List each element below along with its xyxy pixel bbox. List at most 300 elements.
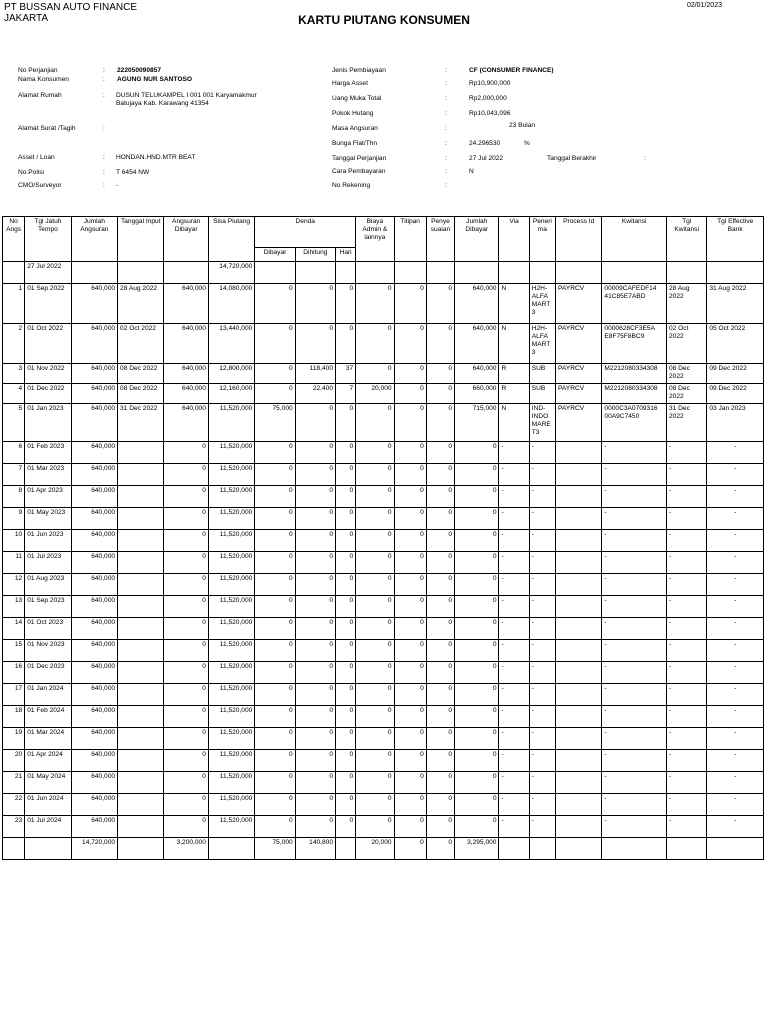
cell-tgl-kwitansi: 02 Oct 2022 xyxy=(666,324,706,364)
cell-jumlah-dibayar: 640,000 xyxy=(455,324,499,364)
info-colon: : xyxy=(103,154,105,161)
cell-sisa-piutang: 11,520,000 xyxy=(208,816,254,838)
cell-tgl-effective-bank: - xyxy=(707,486,764,508)
cell-tanggal-input xyxy=(118,508,164,530)
cell-denda-dibayar: 0 xyxy=(255,464,295,486)
cell-angsuran-dibayar: 0 xyxy=(164,706,208,728)
cell-via: R xyxy=(499,384,529,404)
info-label: Harga Asset xyxy=(332,80,368,87)
info-value: - xyxy=(116,182,119,189)
info-label: Uang Muka Total xyxy=(332,95,382,102)
cell-tgl-effective-bank: 09 Dec 2022 xyxy=(707,364,764,384)
cell-titipan: 0 xyxy=(394,772,426,794)
cell-titipan: 0 xyxy=(394,618,426,640)
cell-jumlah-dibayar: 0 xyxy=(455,816,499,838)
cell-denda-dihitung: 0 xyxy=(295,684,335,706)
cell-via: - xyxy=(499,640,529,662)
cell-tgl-kwitansi: - xyxy=(666,816,706,838)
cell-tgl-jatuh-tempo: 01 Nov 2023 xyxy=(25,640,71,662)
cell-tanggal-input xyxy=(118,662,164,684)
table-row xyxy=(3,772,764,794)
cell-penyesuaian: 0 xyxy=(426,706,454,728)
cell-denda-dihitung: 118,400 xyxy=(295,364,335,384)
cell-titipan: 0 xyxy=(394,750,426,772)
cell-no-angs: 10 xyxy=(3,530,25,552)
table-row xyxy=(3,684,764,706)
cell-biaya-admin: 0 xyxy=(356,404,394,442)
cell-denda-dihitung: 0 xyxy=(295,324,335,364)
cell-penerima: - xyxy=(529,618,555,640)
cell-jumlah-angsuran: 640,000 xyxy=(71,552,117,574)
cell-sisa-piutang: 11,520,000 xyxy=(208,552,254,574)
cell-denda-hari: 0 xyxy=(336,486,356,508)
info-colon: : xyxy=(445,67,447,74)
cell-kwitansi: - xyxy=(602,816,667,838)
cell-no-angs: 20 xyxy=(3,750,25,772)
total-denda-dihitung: 140,800 xyxy=(295,838,335,860)
cell-sisa-piutang: 11,520,000 xyxy=(208,684,254,706)
info-value: 222050090857 xyxy=(117,67,162,74)
cell-jumlah-angsuran: 640,000 xyxy=(71,640,117,662)
cell-biaya-admin: 0 xyxy=(356,618,394,640)
cell-via xyxy=(499,262,529,284)
cell-denda-dibayar: 0 xyxy=(255,750,295,772)
cell-denda-dibayar: 0 xyxy=(255,364,295,384)
cell-jumlah-angsuran: 640,000 xyxy=(71,662,117,684)
cell-penerima: - xyxy=(529,684,555,706)
cell-tgl-kwitansi: - xyxy=(666,530,706,552)
cell-titipan: 0 xyxy=(394,284,426,324)
cell-tanggal-input xyxy=(118,706,164,728)
cell-tanggal-input: 08 Dec 2022 xyxy=(118,384,164,404)
cell-tgl-jatuh-tempo: 01 Sep 2022 xyxy=(25,284,71,324)
cell-denda-dihitung: 0 xyxy=(295,596,335,618)
cell-tgl-jatuh-tempo: 01 Jan 2024 xyxy=(25,684,71,706)
table-row xyxy=(3,750,764,772)
cell-denda-hari: 0 xyxy=(336,596,356,618)
cell-angsuran-dibayar: 640,000 xyxy=(164,404,208,442)
cell-kwitansi: - xyxy=(602,794,667,816)
cell-jumlah-angsuran: 640,000 xyxy=(71,772,117,794)
col-denda-dihitung: Dihitung xyxy=(295,248,335,262)
cell-penerima: - xyxy=(529,552,555,574)
cell-no-angs: 15 xyxy=(3,640,25,662)
cell-denda-dibayar: 0 xyxy=(255,640,295,662)
cell-titipan: 0 xyxy=(394,596,426,618)
cell-denda-dibayar: 0 xyxy=(255,508,295,530)
info-value: T 6454 NW xyxy=(116,169,150,176)
total-denda-dibayar: 75,000 xyxy=(255,838,295,860)
col-sisa-piutang: Sisa Piutang xyxy=(208,217,254,262)
cell-process-id xyxy=(555,706,601,728)
cell-biaya-admin: 0 xyxy=(356,364,394,384)
cell-jumlah-dibayar: 0 xyxy=(455,508,499,530)
cell-titipan: 0 xyxy=(394,552,426,574)
cell-process-id xyxy=(555,530,601,552)
cell-denda-hari: 0 xyxy=(336,684,356,706)
cell-jumlah-angsuran: 640,000 xyxy=(71,364,117,384)
cell-angsuran-dibayar: 0 xyxy=(164,750,208,772)
cell-titipan: 0 xyxy=(394,706,426,728)
cell-no-angs: 4 xyxy=(3,384,25,404)
cell-tgl-jatuh-tempo: 01 Feb 2023 xyxy=(25,442,71,464)
total-jumlah-angsuran: 14,720,000 xyxy=(71,838,117,860)
cell-denda-dibayar: 0 xyxy=(255,442,295,464)
cell-sisa-piutang: 11,520,000 xyxy=(208,750,254,772)
cell-process-id xyxy=(555,486,601,508)
cell-tgl-effective-bank: - xyxy=(707,596,764,618)
cell-angsuran-dibayar: 0 xyxy=(164,530,208,552)
cell-no-angs: 22 xyxy=(3,794,25,816)
cell-kwitansi: - xyxy=(602,728,667,750)
info-colon: : xyxy=(445,182,447,189)
cell-via: - xyxy=(499,508,529,530)
cell-biaya-admin: 0 xyxy=(356,574,394,596)
cell-tanggal-input xyxy=(118,684,164,706)
cell-kwitansi: - xyxy=(602,662,667,684)
info-colon: : xyxy=(103,182,105,189)
cell-tgl-effective-bank: - xyxy=(707,728,764,750)
cell-jumlah-angsuran: 640,000 xyxy=(71,442,117,464)
table-row xyxy=(3,816,764,838)
cell-titipan xyxy=(394,262,426,284)
info-value: 24.296530 xyxy=(469,140,501,147)
cell-angsuran-dibayar: 640,000 xyxy=(164,364,208,384)
cell-sisa-piutang: 11,520,000 xyxy=(208,728,254,750)
cell-denda-dihitung: 0 xyxy=(295,662,335,684)
col-tgl-kwitansi: Tgl Kwitansi xyxy=(666,217,706,262)
cell-denda-hari: 0 xyxy=(336,404,356,442)
col-jumlah-angsuran: Jumlah Angsuran xyxy=(71,217,117,262)
cell-tanggal-input: 28 Aug 2022 xyxy=(118,284,164,324)
cell-tgl-effective-bank: - xyxy=(707,816,764,838)
cell-denda-dihitung: 0 xyxy=(295,552,335,574)
cell-sisa-piutang: 14,080,000 xyxy=(208,284,254,324)
cell-denda-dibayar: 0 xyxy=(255,324,295,364)
cell-biaya-admin: 0 xyxy=(356,552,394,574)
info-colon: : xyxy=(445,140,447,147)
cell-tgl-kwitansi: - xyxy=(666,618,706,640)
cell-process-id xyxy=(555,640,601,662)
cell-biaya-admin: 0 xyxy=(356,684,394,706)
cell-tgl-kwitansi: - xyxy=(666,750,706,772)
total-penyesuaian: 0 xyxy=(426,838,454,860)
table-header-row xyxy=(3,217,764,248)
cell-denda-dihitung: 0 xyxy=(295,750,335,772)
cell-jumlah-angsuran: 640,000 xyxy=(71,750,117,772)
cell-denda-dihitung: 0 xyxy=(295,486,335,508)
cell-angsuran-dibayar: 0 xyxy=(164,596,208,618)
cell-via: - xyxy=(499,552,529,574)
cell-tgl-kwitansi: - xyxy=(666,684,706,706)
cell-via: - xyxy=(499,706,529,728)
cell-denda-dihitung: 0 xyxy=(295,728,335,750)
cell-tgl-kwitansi: - xyxy=(666,574,706,596)
cell-jumlah-angsuran: 640,000 xyxy=(71,596,117,618)
cell-sisa-piutang: 11,520,000 xyxy=(208,794,254,816)
cell-no-angs: 8 xyxy=(3,486,25,508)
cell-denda-dibayar: 0 xyxy=(255,486,295,508)
cell-denda-dibayar: 0 xyxy=(255,816,295,838)
cell-denda-dihitung: 0 xyxy=(295,816,335,838)
total-via xyxy=(499,838,529,860)
cell-via: - xyxy=(499,772,529,794)
cell-tanggal-input xyxy=(118,262,164,284)
cell-denda-hari: 0 xyxy=(336,574,356,596)
total-biaya-admin: 20,000 xyxy=(356,838,394,860)
cell-no-angs: 23 xyxy=(3,816,25,838)
cell-process-id xyxy=(555,772,601,794)
cell-tgl-kwitansi: - xyxy=(666,486,706,508)
cell-tgl-effective-bank: - xyxy=(707,464,764,486)
cell-no-angs: 7 xyxy=(3,464,25,486)
col-tgl-effective-bank: Tgl Effective Bank xyxy=(707,217,764,262)
cell-tgl-jatuh-tempo: 01 Jan 2023 xyxy=(25,404,71,442)
info-colon: : xyxy=(103,92,105,99)
cell-denda-dihitung: 0 xyxy=(295,574,335,596)
cell-biaya-admin: 0 xyxy=(356,662,394,684)
cell-tgl-effective-bank: - xyxy=(707,552,764,574)
cell-angsuran-dibayar: 0 xyxy=(164,618,208,640)
cell-penerima: - xyxy=(529,750,555,772)
col-angsuran-dibayar: Angsuran Dibayar xyxy=(164,217,208,262)
table-row xyxy=(3,464,764,486)
company-city: JAKARTA xyxy=(4,13,49,24)
cell-tgl-kwitansi: - xyxy=(666,508,706,530)
cell-via: - xyxy=(499,574,529,596)
cell-penerima: - xyxy=(529,464,555,486)
cell-titipan: 0 xyxy=(394,794,426,816)
info-label: Masa Angsuran xyxy=(332,125,378,132)
cell-titipan: 0 xyxy=(394,442,426,464)
cell-tgl-kwitansi: - xyxy=(666,706,706,728)
cell-denda-hari: 0 xyxy=(336,552,356,574)
cell-process-id: PAYRCV xyxy=(555,284,601,324)
cell-denda-hari: 0 xyxy=(336,530,356,552)
cell-tgl-effective-bank: - xyxy=(707,750,764,772)
col-via: Via xyxy=(499,217,529,262)
cell-penyesuaian: 0 xyxy=(426,364,454,384)
info-colon: : xyxy=(644,155,646,162)
info-colon: : xyxy=(103,76,105,83)
cell-via: R xyxy=(499,364,529,384)
info-colon: : xyxy=(445,125,447,132)
cell-kwitansi: - xyxy=(602,464,667,486)
cell-sisa-piutang: 12,800,000 xyxy=(208,364,254,384)
cell-tgl-jatuh-tempo: 01 Feb 2024 xyxy=(25,706,71,728)
cell-via: - xyxy=(499,662,529,684)
cell-tgl-jatuh-tempo: 01 Apr 2023 xyxy=(25,486,71,508)
cell-denda-dihitung: 0 xyxy=(295,284,335,324)
cell-tgl-jatuh-tempo: 01 Oct 2022 xyxy=(25,324,71,364)
cell-tgl-kwitansi: - xyxy=(666,552,706,574)
cell-denda-hari: 0 xyxy=(336,772,356,794)
cell-angsuran-dibayar: 0 xyxy=(164,662,208,684)
cell-tgl-effective-bank: - xyxy=(707,508,764,530)
cell-angsuran-dibayar: 0 xyxy=(164,442,208,464)
col-no-angs: No Angs xyxy=(3,217,25,262)
cell-denda-hari: 0 xyxy=(336,618,356,640)
info-value: Rp2,000,000 xyxy=(469,95,507,102)
cell-biaya-admin: 0 xyxy=(356,816,394,838)
cell-jumlah-angsuran: 640,000 xyxy=(71,284,117,324)
cell-penyesuaian xyxy=(426,262,454,284)
info-value: DUSUN TELUKAMPEL I 001 001 Karyamakmur Batujaya Kab. Karawang 41354 xyxy=(116,92,257,107)
cell-tanggal-input xyxy=(118,552,164,574)
cell-sisa-piutang: 11,520,000 xyxy=(208,530,254,552)
cell-kwitansi: M2212080334308 xyxy=(602,364,667,384)
cell-penyesuaian: 0 xyxy=(426,816,454,838)
cell-denda-dibayar: 0 xyxy=(255,596,295,618)
cell-biaya-admin: 0 xyxy=(356,706,394,728)
cell-denda-hari: 0 xyxy=(336,442,356,464)
info-value: HONDAN.HND.MTR BEAT xyxy=(116,154,196,161)
table-row xyxy=(3,574,764,596)
cell-angsuran-dibayar: 0 xyxy=(164,464,208,486)
cell-no-angs: 1 xyxy=(3,284,25,324)
cell-biaya-admin xyxy=(356,262,394,284)
cell-tanggal-input xyxy=(118,772,164,794)
cell-titipan: 0 xyxy=(394,816,426,838)
cell-sisa-piutang: 11,520,000 xyxy=(208,618,254,640)
cell-tgl-kwitansi: - xyxy=(666,464,706,486)
cell-penerima: - xyxy=(529,662,555,684)
cell-jumlah-angsuran: 640,000 xyxy=(71,508,117,530)
info-label: Alamat Surat /Tagih xyxy=(18,125,76,132)
cell-penerima: - xyxy=(529,442,555,464)
table-row xyxy=(3,706,764,728)
cell-no-angs: 2 xyxy=(3,324,25,364)
table-row xyxy=(3,442,764,464)
cell-denda-dibayar: 0 xyxy=(255,618,295,640)
cell-tgl-kwitansi: 08 Dec 2022 xyxy=(666,384,706,404)
cell-tgl-effective-bank: - xyxy=(707,772,764,794)
cell-denda-dihitung: 0 xyxy=(295,464,335,486)
cell-denda-hari: 0 xyxy=(336,464,356,486)
col-penerima: Peneri ma xyxy=(529,217,555,262)
cell-penyesuaian: 0 xyxy=(426,728,454,750)
cell-penerima: - xyxy=(529,486,555,508)
cell-angsuran-dibayar: 0 xyxy=(164,508,208,530)
cell-titipan: 0 xyxy=(394,384,426,404)
cell-no-angs: 18 xyxy=(3,706,25,728)
cell-jumlah-angsuran: 640,000 xyxy=(71,574,117,596)
cell-penerima: H2H-ALFA MART 3 xyxy=(529,284,555,324)
cell-denda-dihitung: 0 xyxy=(295,618,335,640)
info-label: Nama Konsumen xyxy=(18,76,69,83)
cell-biaya-admin: 0 xyxy=(356,530,394,552)
cell-tgl-kwitansi: - xyxy=(666,794,706,816)
total-tgl-kwitansi xyxy=(666,838,706,860)
cell-penerima: - xyxy=(529,596,555,618)
cell-denda-dibayar: 0 xyxy=(255,706,295,728)
cell-denda-dihitung: 0 xyxy=(295,530,335,552)
cell-jumlah-dibayar: 0 xyxy=(455,618,499,640)
cell-kwitansi: - xyxy=(602,750,667,772)
cell-sisa-piutang: 11,520,000 xyxy=(208,772,254,794)
total-kwitansi xyxy=(602,838,667,860)
info-label: No Rekening xyxy=(332,182,371,189)
info-label: No.Polisi xyxy=(18,169,45,176)
table-row xyxy=(3,552,764,574)
cell-via: - xyxy=(499,486,529,508)
cell-process-id xyxy=(555,684,601,706)
info-colon: : xyxy=(103,169,105,176)
cell-kwitansi: - xyxy=(602,640,667,662)
cell-penyesuaian: 0 xyxy=(426,404,454,442)
cell-no-angs: 13 xyxy=(3,596,25,618)
cell-jumlah-dibayar: 0 xyxy=(455,750,499,772)
cell-jumlah-angsuran xyxy=(71,262,117,284)
cell-angsuran-dibayar: 0 xyxy=(164,486,208,508)
cell-no-angs: 14 xyxy=(3,618,25,640)
cell-process-id xyxy=(555,508,601,530)
info-value: Rp10,043,096 xyxy=(469,110,511,117)
info-value: 27 Jul 2022 xyxy=(469,155,504,162)
cell-angsuran-dibayar: 640,000 xyxy=(164,384,208,404)
info-label: Alamat Rumah xyxy=(18,92,62,99)
cell-angsuran-dibayar: 0 xyxy=(164,684,208,706)
cell-tgl-effective-bank xyxy=(707,262,764,284)
cell-tgl-effective-bank: - xyxy=(707,442,764,464)
cell-tgl-effective-bank: 03 Jan 2023 xyxy=(707,404,764,442)
cell-tgl-kwitansi: - xyxy=(666,728,706,750)
cell-denda-dibayar: 0 xyxy=(255,728,295,750)
cell-sisa-piutang: 11,520,000 xyxy=(208,486,254,508)
table-row xyxy=(3,486,764,508)
cell-penerima xyxy=(529,262,555,284)
cell-kwitansi: - xyxy=(602,618,667,640)
total-angsuran-dibayar: 3,200,000 xyxy=(164,838,208,860)
cell-tgl-effective-bank: 09 Dec 2022 xyxy=(707,384,764,404)
cell-jumlah-angsuran: 640,000 xyxy=(71,684,117,706)
cell-tanggal-input xyxy=(118,442,164,464)
info-label: Tanggal Berakhir xyxy=(547,155,597,162)
cell-tgl-kwitansi xyxy=(666,262,706,284)
cell-no-angs: 17 xyxy=(3,684,25,706)
installment-table xyxy=(2,216,764,860)
cell-denda-dibayar: 0 xyxy=(255,794,295,816)
col-titipan: Titipan xyxy=(394,217,426,262)
cell-jumlah-dibayar: 0 xyxy=(455,574,499,596)
cell-via: - xyxy=(499,464,529,486)
cell-sisa-piutang: 14,720,000 xyxy=(208,262,254,284)
cell-penerima: - xyxy=(529,640,555,662)
total-jumlah-dibayar: 3,295,000 xyxy=(455,838,499,860)
cell-sisa-piutang: 12,160,000 xyxy=(208,384,254,404)
cell-tgl-kwitansi: - xyxy=(666,772,706,794)
cell-process-id xyxy=(555,596,601,618)
cell-no-angs: 6 xyxy=(3,442,25,464)
cell-biaya-admin: 0 xyxy=(356,464,394,486)
cell-tanggal-input xyxy=(118,596,164,618)
col-biaya-admin: Biaya Admin & lainnya xyxy=(356,217,394,262)
cell-denda-dibayar: 0 xyxy=(255,772,295,794)
cell-denda-dihitung: 22,400 xyxy=(295,384,335,404)
total-sisa-piutang xyxy=(208,838,254,860)
col-process-id: Process Id xyxy=(555,217,601,262)
total-denda-hari xyxy=(336,838,356,860)
cell-process-id: PAYRCV xyxy=(555,324,601,364)
cell-denda-dibayar: 0 xyxy=(255,530,295,552)
cell-tanggal-input: 02 Oct 2022 xyxy=(118,324,164,364)
table-row xyxy=(3,794,764,816)
cell-denda-dibayar: 75,000 xyxy=(255,404,295,442)
cell-tgl-jatuh-tempo: 01 Jun 2023 xyxy=(25,530,71,552)
cell-no-angs: 11 xyxy=(3,552,25,574)
cell-denda-dihitung: 0 xyxy=(295,706,335,728)
cell-angsuran-dibayar: 0 xyxy=(164,772,208,794)
